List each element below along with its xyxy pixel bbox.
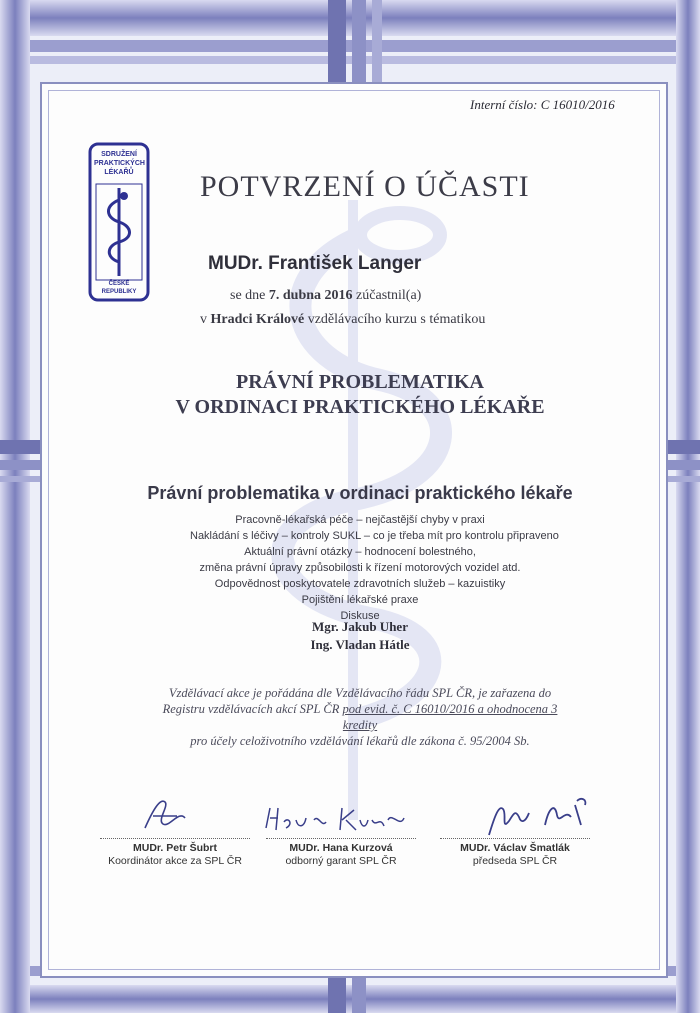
- signatory-name: MUDr. Václav Šmatlák: [460, 842, 570, 854]
- signature-block: [440, 838, 590, 868]
- signatory-name: MUDr. Hana Kurzová: [289, 842, 393, 854]
- place-suffix: vzdělávacího kurzu s tématikou: [304, 312, 486, 327]
- signatory-name: MUDr. Petr Šubrt: [132, 842, 217, 854]
- certificate-title: POTVRZENÍ O ÚČASTI: [200, 170, 530, 203]
- attendance-suffix: zúčastnil(a): [352, 288, 422, 303]
- signature-block: [100, 838, 250, 868]
- course-subtitle: Právní problematika v ordinaci praktického lékaře: [147, 483, 573, 503]
- signature-line: [100, 838, 250, 839]
- attendance-place: Hradci Králové: [210, 312, 305, 327]
- program-list: [190, 512, 559, 624]
- lecturers: [260, 618, 460, 654]
- note-line2-pre: Registru vzdělávacích akcí SPL ČR: [162, 702, 343, 716]
- internal-number: Interní číslo: C 16010/2016: [470, 97, 615, 112]
- participant-name: MUDr. František Langer: [208, 253, 422, 274]
- logo-bottom-text: ČESKÉ REPUBLIKY: [101, 281, 137, 295]
- note-registration: pod evid. č. C 16010/2016 a ohodnocena 3 kredity: [342, 702, 558, 732]
- program-item: Odpovědnost poskytovatele zdravotních služeb – kazuistiky: [214, 578, 506, 590]
- signatory-role: Koordinátor akce za SPL ČR: [108, 855, 242, 867]
- note-line3: pro účely celoživotního vzdělávání lékařů dle zákona č. 95/2004 Sb.: [190, 734, 530, 748]
- course-title-line2: V ORDINACI PRAKTICKÉHO LÉKAŘE: [175, 396, 545, 418]
- lecturer-name: Mgr. Jakub Uher: [312, 619, 408, 634]
- signatory-role: odborný garant SPL ČR: [285, 855, 397, 867]
- place-prefix: v: [200, 312, 211, 327]
- note-line2: [150, 701, 570, 733]
- signature-line: [440, 838, 590, 839]
- course-title-line1: PRÁVNÍ PROBLEMATIKA: [236, 371, 484, 393]
- logo-top-text: SDRUŽENÍ PRAKTICKÝCH LÉKAŘŮ: [94, 151, 145, 176]
- program-item: změna právní úpravy způsobilosti k řízení motorových vozidel atd.: [199, 562, 521, 574]
- program-item: Pojištění lékařské praxe: [301, 594, 419, 606]
- program-item: Aktuální právní otázky – hodnocení bolestného,: [244, 546, 476, 558]
- program-item: Pracovně-lékařská péče – nejčastější chyby v praxi: [235, 514, 485, 526]
- signature-kurzova-icon: [262, 798, 412, 838]
- signatory-role: předseda SPL ČR: [472, 855, 558, 867]
- attendance-place-line: [200, 312, 485, 328]
- signature-block: [266, 838, 416, 868]
- lecturer-name: Ing. Vladan Hátle: [310, 637, 410, 652]
- attendance-prefix: se dne: [230, 288, 269, 303]
- note-line1: Vzdělávací akce je pořádána dle Vzdělávacího řádu SPL ČR, je zařazena do: [168, 686, 552, 700]
- attendance-date-line: [230, 288, 421, 304]
- program-item: Diskuse: [340, 610, 380, 622]
- spl-logo: [88, 142, 150, 302]
- accreditation-note: [150, 685, 570, 749]
- attendance-date: 7. dubna 2016: [268, 288, 353, 303]
- signature-line: [266, 838, 416, 839]
- signature-smatlak-icon: [485, 795, 595, 840]
- course-title: [60, 370, 660, 420]
- program-item: Nakládání s léčivy – kontroly SUKL – co je třeba mít pro kontrolu připraveno: [190, 530, 559, 542]
- signature-subrt-icon: [135, 790, 195, 840]
